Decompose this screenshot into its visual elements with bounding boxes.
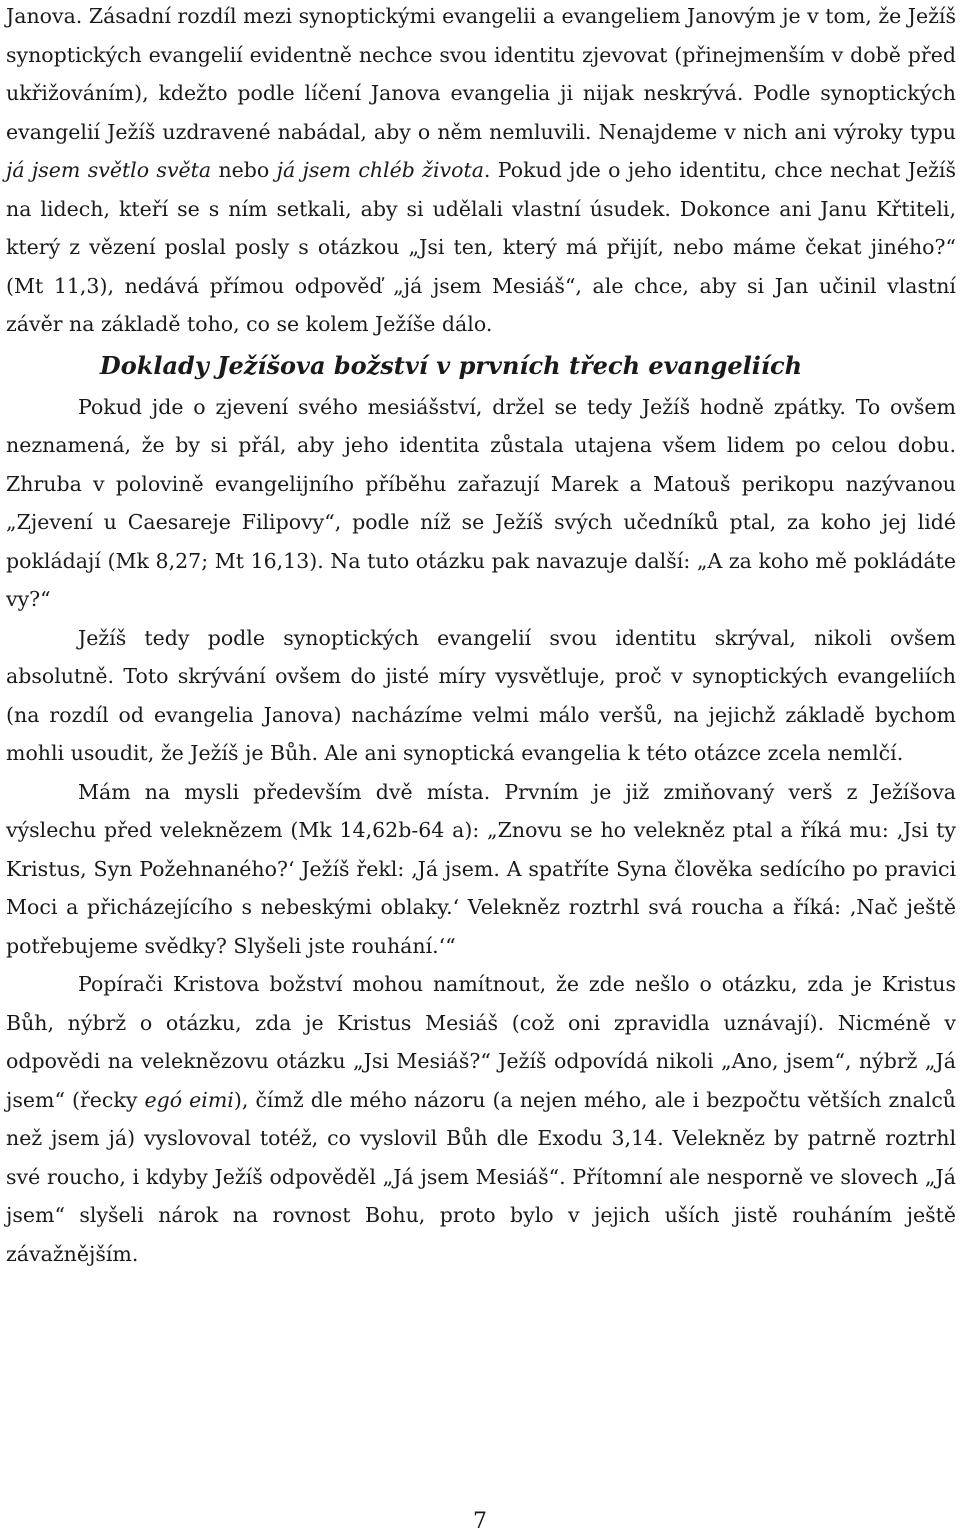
italic-quote: já jsem chléb života <box>276 158 484 182</box>
paragraph-janova <box>6 0 956 344</box>
paragraph-popiraci <box>6 965 956 1273</box>
text-run: Janova. Zásadní rozdíl mezi synoptickými evangelii a evangeliem Janovým je v tom, že Ježíš synoptických evangelií evidentně nechce svou identitu zjevovat (přinejmenším v době před ukřižováním), kdežto podle líčení Janova evangelia ji nijak neskrývá. Podle synoptických evangelií Ježíš uzdravené nabádal, aby o něm nemluvili. Nenajdeme v nich ani výroky typu <box>6 4 956 144</box>
paragraph-skryvani: Ježíš tedy podle synoptických evangelií svou identitu skrýval, nikoli ovšem absolutně. Toto skrývání ovšem do jisté míry vysvětluje, proč v synoptických evangeliích (na rozdíl od evangelia Janova) nacházíme velmi málo veršů, na jejichž základě bychom mohli usoudit, že Ježíš je Bůh. Ale ani synoptická evangelia k této otázce zcela nemlčí. <box>6 625 956 765</box>
paragraph-dve-mista: Mám na mysli především dvě místa. Prvním je již zmiňovaný verš z Ježíšova výslechu před veleknězem (Mk 14,62b-64 a): „Znovu se ho velekněz ptal a říká mu: ‚Jsi ty Kristus, Syn Požehnaného?‘ Ježíš řekl: ‚Já jsem. A spatříte Syna člověka sedícího po pravici Moci a přicházejícího s nebeskými oblaky.‘ Velekněz roztrhl svá roucha a říká: ‚Nač ještě potřebujeme svědky? Slyšeli jste rouhání.‘“ <box>6 779 956 958</box>
italic-quote: já jsem světlo světa <box>6 158 212 182</box>
paragraph-mesiasstvi: Pokud jde o zjevení svého mesiášství, držel se tedy Ježíš hodně zpátky. To ovšem neznamená, že by si přál, aby jeho identita zůstala utajena všem lidem po celou dobu. Zhruba v polovině evangelijního příběhu zařazují Marek a Matouš perikopu nazývanou „Zjevení u Caesareje Filipovy“, podle níž se Ježíš svých učedníků ptal, za koho jej lidé pokládají (Mk 8,27; Mt 16,13). Na tuto otázku pak navazuje další: „A za koho mě pokládáte vy?“ <box>6 394 956 611</box>
text-run: nebo <box>211 158 277 182</box>
document-page <box>6 0 956 1273</box>
text-run: Popírači Kristova božství mohou namítnout, že zde nešlo o otázku, zda je Kristus Bůh, nýbrž o otázku, zda je Kristus Mesiáš (což oni zpravidla uznávají). Nicméně v odpovědi na veleknězovu otázku „Jsi Mesiáš?“ Ježíš odpovídá nikoli „Ano, jsem“, nýbrž „Já jsem“ (řecky <box>6 972 956 1112</box>
section-heading: Doklady Ježíšova božství v prvních třech evangeliích <box>99 350 803 380</box>
page-number: 7 <box>473 1509 487 1534</box>
text-run: ), čímž dle mého názoru (a nejen mého, ale i bezpočtu větších znalců než jsem já) vyslovoval totéž, co vyslovil Bůh dle Exodu 3,14. Velekněz by patrně roztrhl své roucho, i kdyby Ježíš odpověděl „Já jsem Mesiáš“. Přítomní ale nesporně ve slovech „Já jsem“ slyšeli nárok na rovnost Bohu, proto bylo v jejich uších jistě rouháním ještě závažnějším. <box>6 1087 957 1266</box>
italic-greek: egó eimi <box>144 1087 234 1112</box>
text-run: . Pokud jde o jeho identitu, chce nechat Ježíš na lidech, kteří se s ním setkali, aby si udělali vlastní úsudek. Dokonce ani Janu Křtiteli, který z vězení poslal posly s otázkou „Jsi ten, který má přijít, nebo máme čekat jiného?“ (Mt 11,3), nedává přímou odpověď „já jsem Mesiáš“, ale chce, aby si Jan učinil vlastní závěr na základě toho, co se kolem Ježíše dálo. <box>6 158 956 336</box>
